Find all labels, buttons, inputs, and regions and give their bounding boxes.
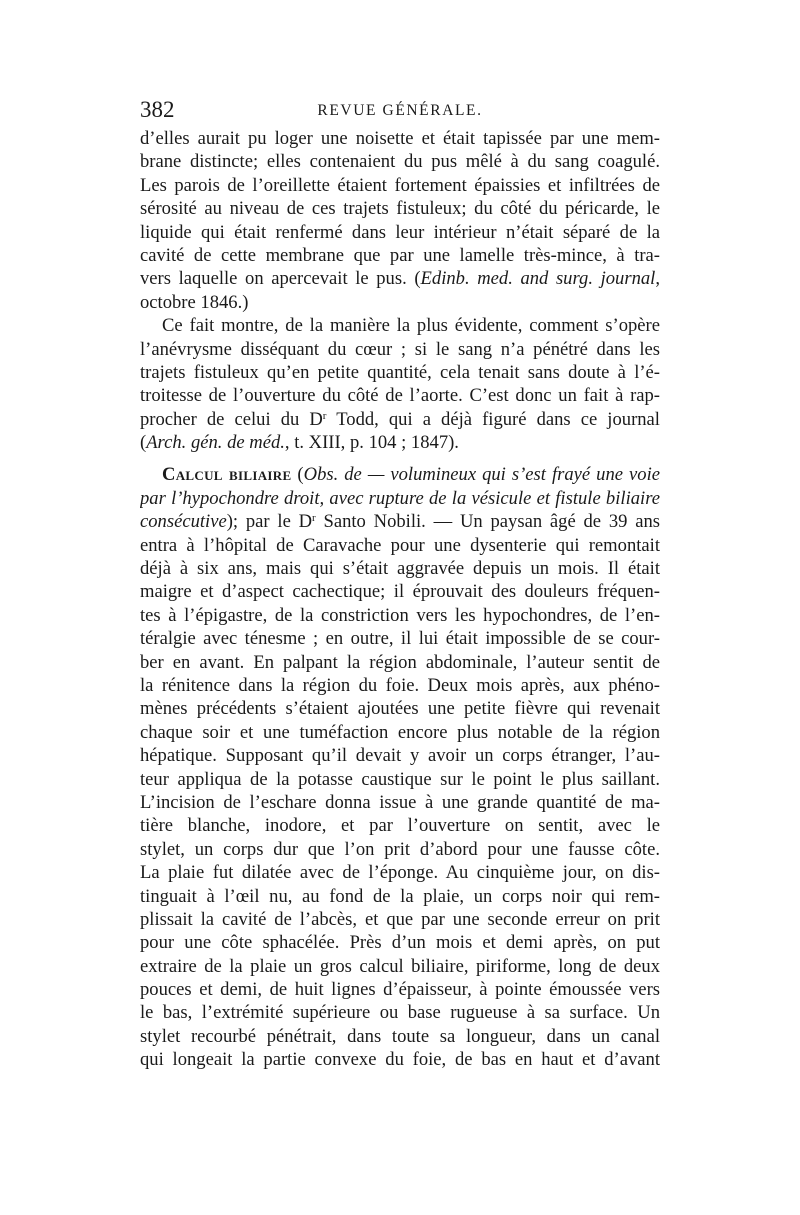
text-line: liquide qui était renfermé dans leur intérieur n’était séparé de la — [140, 221, 660, 243]
text-line: le bas, l’extrémité supérieure ou base rugueuse à sa surface. Un — [140, 1002, 660, 1024]
text-line — [140, 463, 660, 486]
text-line: cavité de cette membrane que par une lamelle très-mince, à tra- — [140, 244, 660, 266]
text-line: stylet recourbé pénétrait, dans toute sa longueur, dans un canal — [140, 1025, 660, 1047]
paragraph-gap — [140, 454, 660, 463]
text-run: , — [655, 268, 660, 290]
text-line: tes à l’épigastre, de la constriction vers les hypochondres, de l’en- — [140, 604, 660, 626]
text-line: sérosité au niveau de ces trajets fistuleux; du côté du péricarde, le — [140, 198, 660, 220]
text-line: l’anévrysme disséquant du cœur ; si le sang n’a pénétré dans les — [140, 338, 660, 360]
running-head — [140, 96, 660, 124]
citation-italic: Arch. gén. de méd. — [146, 432, 285, 454]
text-line: teur appliqua de la potasse caustique sur le point le plus saillant. — [140, 768, 660, 790]
section-heading: Calcul biliaire — [162, 464, 292, 486]
text-line — [140, 487, 660, 510]
text-line: extraire de la plaie un gros calcul biliaire, piriforme, long de deux — [140, 955, 660, 977]
text-line — [140, 267, 660, 290]
text-line — [140, 408, 660, 431]
page-number: 382 — [140, 97, 175, 122]
citation-italic: Edinb. med. and surg. journal — [420, 268, 656, 290]
text-run: Santo Nobili. — Un paysan âgé de 39 ans — [315, 511, 660, 533]
text-line: octobre 1846.) — [140, 291, 249, 313]
text-run: Todd, qui a déjà figuré dans ce journal — [326, 408, 660, 430]
subtitle-italic: consécutive — [140, 511, 227, 533]
text-line: L’incision de l’eschare donna issue à une grande quantité de ma- — [140, 791, 660, 813]
text-line: tinguait à l’œil nu, au fond de la plaie, un corps noir qui rem- — [140, 885, 660, 907]
text-line: chaque soir et une tuméfaction encore plus notable de la région — [140, 721, 660, 743]
text-line: mènes précédents s’étaient ajoutées une petite fièvre qui revenait — [140, 698, 660, 720]
subtitle-italic: Obs. de — volumineux qui s’est frayé une voie — [303, 464, 660, 486]
text-run: ); par le D — [226, 511, 313, 533]
text-line: téralgie avec ténesme ; en outre, il lui était impossible de se cour- — [140, 628, 660, 650]
text-line — [140, 431, 660, 454]
subtitle-italic: par l’hypochondre droit, avec rupture de la vésicule et fistule biliaire — [140, 487, 660, 509]
superscript: r — [312, 512, 316, 525]
text-line: maigre et d’aspect cachectique; il éprouvait des douleurs fréquen- — [140, 581, 660, 603]
text-line: trajets fistuleux qu’en petite quantité, cela tenait sans doute à l’é- — [140, 361, 660, 383]
text-run: procher de celui du D — [140, 408, 323, 430]
text-line: brane distincte; elles contenaient du pus mêlé à du sang coagulé. — [140, 151, 660, 173]
superscript: r — [322, 409, 327, 422]
text-line: La plaie fut dilatée avec de l’éponge. Au cinquième jour, on dis- — [140, 862, 660, 884]
text-run: ( — [291, 464, 304, 486]
text-run: , t. XIII, p. 104 ; 1847). — [284, 432, 459, 454]
text-line: tière blanche, inodore, et par l’ouverture on sentit, avec le — [140, 815, 660, 837]
text-line: Ce fait montre, de la manière la plus évidente, comment s’opère — [162, 315, 660, 337]
text-line: pouces et demi, de huit lignes d’épaisseur, à pointe émoussée vers — [140, 979, 660, 1001]
text-run: ( — [140, 432, 147, 454]
running-title: REVUE GÉNÉRALE. — [317, 102, 483, 119]
text-line: déjà à six ans, mais qui s’était aggravée depuis un mois. Il était — [140, 558, 660, 580]
text-line: qui longeait la partie convexe du foie, de bas en haut et d’avant — [140, 1049, 660, 1071]
text-line: ber en avant. En palpant la région abdominale, l’auteur sentit de — [140, 651, 660, 673]
body-text — [140, 127, 660, 1072]
text-line: d’elles aurait pu loger une noisette et était tapissée par une mem- — [140, 128, 660, 149]
text-line: stylet, un corps dur que l’on prit d’abord pour une fausse côte. — [140, 838, 660, 860]
text-run: vers laquelle on apercevait le pus. ( — [140, 268, 421, 290]
text-line: pour une côte sphacélée. Près d’un mois et demi après, on put — [140, 932, 660, 954]
text-line: entra à l’hôpital de Caravache pour une dysenterie qui remontait — [140, 534, 660, 556]
text-line: plissait la cavité de l’abcès, et que par une seconde erreur on prit — [140, 908, 660, 930]
text-line: hépatique. Supposant qu’il devait y avoir un corps étranger, l’au- — [140, 745, 660, 767]
text-line: troitesse de l’ouverture du côté de l’aorte. C’est donc un fait à rap- — [140, 385, 660, 407]
text-line: la rénitence dans la région du foie. Deux mois après, aux phéno- — [140, 674, 660, 696]
text-line: Les parois de l’oreillette étaient fortement épaissies et infiltrées de — [140, 174, 660, 196]
text-line — [140, 510, 660, 533]
